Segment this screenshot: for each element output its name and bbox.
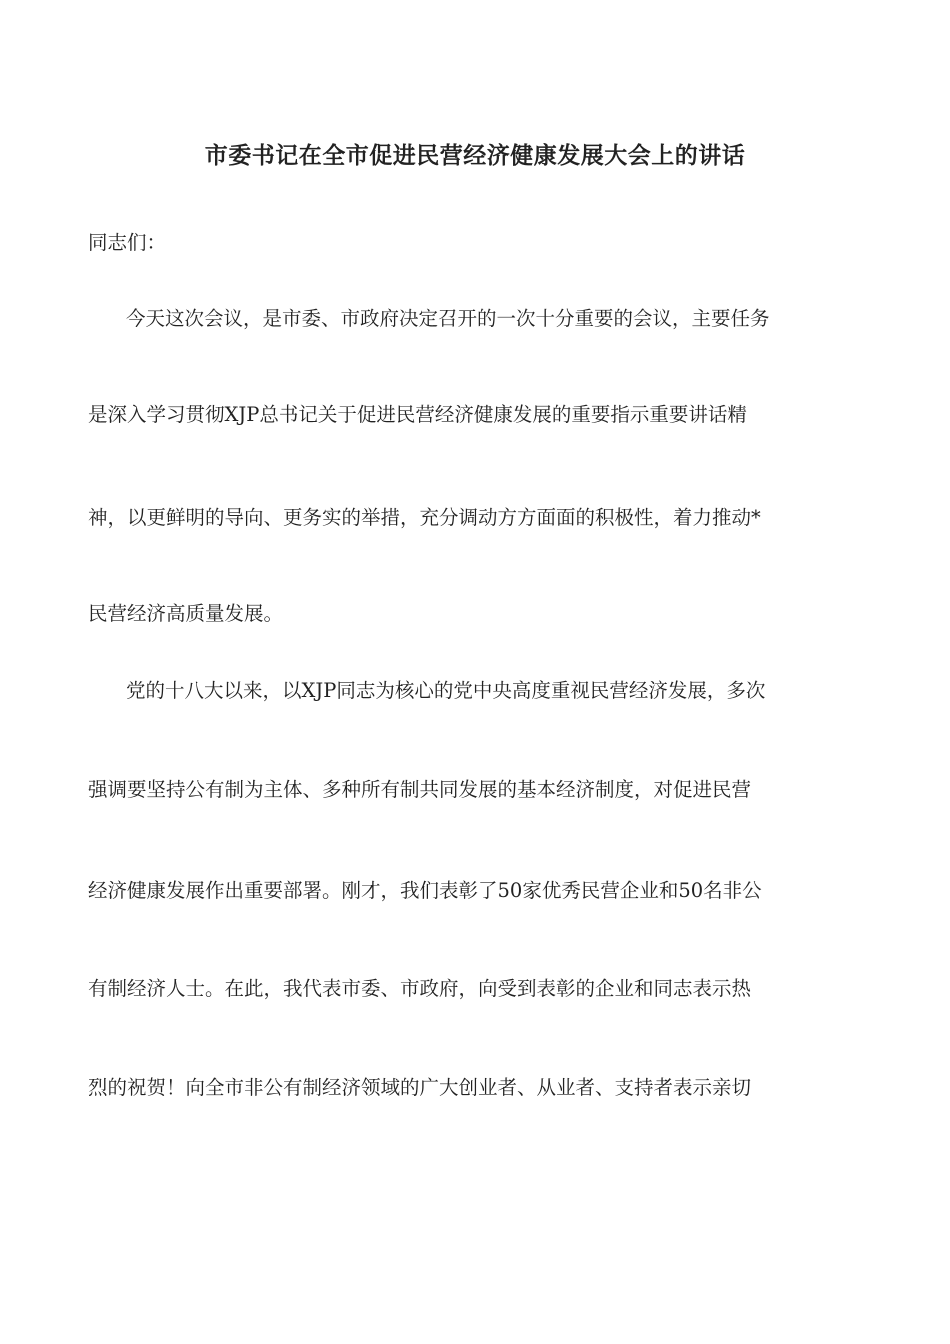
paragraph-line: 是深入学习贯彻XJP总书记关于促进民营经济健康发展的重要指示重要讲话精 (88, 403, 747, 426)
paragraph-line: 党的十八大以来，以XJP同志为核心的党中央高度重视民营经济发展，多次 (126, 679, 766, 702)
paragraph-line: 经济健康发展作出重要部署。刚才，我们表彰了50家优秀民营企业和50名非公 (88, 879, 762, 902)
paragraph-line: 今天这次会议，是市委、市政府决定召开的一次十分重要的会议，主要任务 (126, 307, 770, 330)
paragraph-line: 烈的祝贺！向全市非公有制经济领域的广大创业者、从业者、支持者表示亲切 (88, 1076, 752, 1099)
paragraph-line: 神，以更鲜明的导向、更务实的举措，充分调动方方面面的积极性，着力推动* (88, 506, 761, 529)
salutation: 同志们： (88, 231, 167, 254)
document-title: 市委书记在全市促进民营经济健康发展大会上的讲话 (204, 142, 746, 169)
paragraph-line: 有制经济人士。在此，我代表市委、市政府，向受到表彰的企业和同志表示热 (88, 977, 752, 1000)
paragraph-line: 强调要坚持公有制为主体、多种所有制共同发展的基本经济制度，对促进民营 (88, 778, 752, 801)
paragraph-line: 民营经济高质量发展。 (88, 602, 284, 625)
